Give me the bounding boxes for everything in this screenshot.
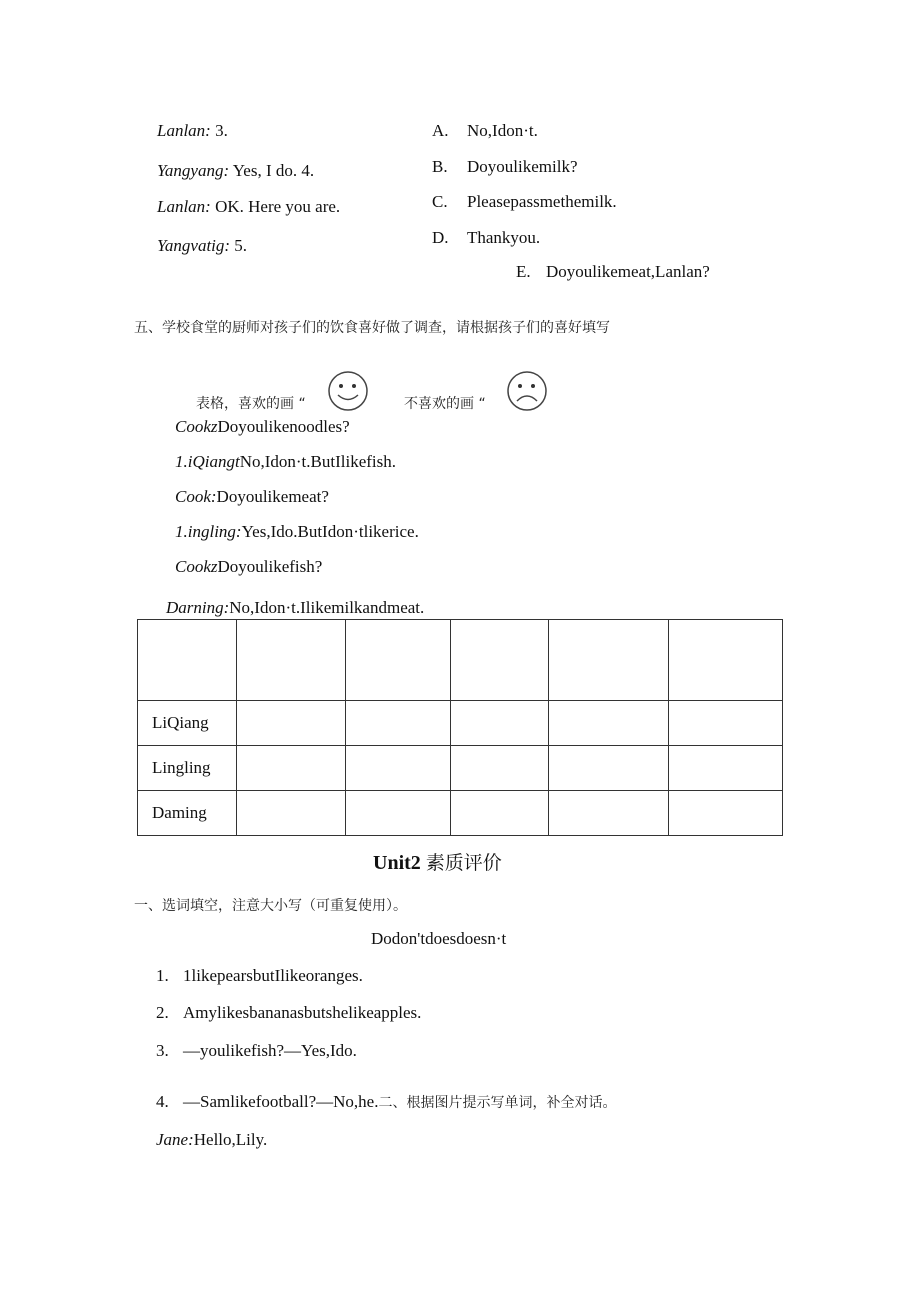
- line-text: Doyoulikemeat?: [216, 487, 329, 506]
- table-cell[interactable]: [669, 701, 783, 746]
- speaker: Yangyang:: [157, 161, 230, 180]
- table-cell[interactable]: [669, 746, 783, 791]
- sad-face-icon: [505, 369, 549, 413]
- speaker: Yangvatig:: [157, 236, 231, 255]
- option-letter: A.: [432, 121, 449, 140]
- dialogue-line: [157, 197, 340, 217]
- table-row: [138, 791, 783, 836]
- line-text: Yes, I do. 4.: [229, 161, 315, 180]
- line-text: Doyoulikefish?: [217, 557, 323, 576]
- speaker: Lanlan:: [157, 121, 211, 140]
- speaker: 1.iQiangt: [175, 452, 240, 471]
- table-cell[interactable]: [346, 746, 451, 791]
- table-cell[interactable]: [669, 620, 783, 701]
- section2-title: 二、根据图片提示写单词，补全对话。: [378, 1095, 617, 1111]
- line-text: Doyoulikenoodles?: [217, 417, 350, 436]
- exercise-item: [156, 1041, 357, 1061]
- line-text: No,Idon·t.ButIlikefish.: [239, 452, 396, 471]
- table-header-row: [138, 620, 783, 701]
- table-cell[interactable]: [346, 620, 451, 701]
- option-text: Doyoulikemeat,Lanlan?: [546, 262, 710, 281]
- table-cell[interactable]: [549, 701, 669, 746]
- speaker: Cookz: [175, 557, 218, 576]
- table-row: [138, 701, 783, 746]
- option: [516, 262, 710, 282]
- table-cell[interactable]: [237, 701, 346, 746]
- table-cell[interactable]: [451, 620, 549, 701]
- word-bank: Dodon'tdoesdoesn·t: [371, 929, 507, 948]
- table-cell[interactable]: [138, 620, 237, 701]
- preference-table: [137, 619, 783, 836]
- dialogue-line: [157, 161, 314, 181]
- dialogue-line: [175, 452, 396, 472]
- unit-title-en: Unit2: [373, 852, 421, 874]
- option: [432, 192, 617, 212]
- unit-title-cn: 素质评价: [425, 852, 502, 874]
- option-letter: E.: [516, 262, 531, 281]
- table-row: [138, 746, 783, 791]
- line-text: No,Idon·t.Ilikemilkandmeat.: [229, 598, 425, 617]
- dialogue-line: [175, 417, 350, 437]
- exercise-item: [156, 1092, 616, 1112]
- dialogue-line: [157, 236, 247, 256]
- line-text: OK. Here you are.: [210, 197, 341, 216]
- option: [432, 228, 540, 248]
- item-text: —Samlikefootball?—No,he.: [183, 1092, 379, 1111]
- option-letter: D.: [432, 228, 449, 247]
- table-cell[interactable]: [549, 620, 669, 701]
- exercise-item: [156, 1003, 421, 1023]
- option: [432, 121, 538, 141]
- option-letter: C.: [432, 192, 448, 211]
- table-cell[interactable]: [237, 791, 346, 836]
- option-text: Doyoulikemilk?: [467, 157, 578, 176]
- item-text: —youlikefish?—Yes,Ido.: [183, 1041, 357, 1060]
- speaker: Lanlan:: [157, 197, 211, 216]
- row-name: Daming: [138, 791, 237, 836]
- line-text: Hello,Lily.: [193, 1130, 268, 1149]
- section5-title: 五、学校食堂的厨师对孩子们的饮食喜好做了调查，请根据孩子们的喜好填写: [134, 320, 610, 336]
- table-cell[interactable]: [237, 620, 346, 701]
- unit-title: [373, 848, 502, 875]
- option-text: Thankyou.: [467, 228, 541, 247]
- row-name: LiQiang: [138, 701, 237, 746]
- dialogue-line: [175, 487, 329, 507]
- item-number: 4.: [156, 1092, 169, 1111]
- table-cell[interactable]: [669, 791, 783, 836]
- dislike-label: 不喜欢的画 “: [404, 396, 486, 412]
- speaker: Cook:: [175, 487, 217, 506]
- smiley-face-icon: [326, 369, 370, 413]
- like-label: 表格，喜欢的画 “: [196, 396, 306, 412]
- table-cell[interactable]: [237, 746, 346, 791]
- speaker: Cookz: [175, 417, 218, 436]
- exercise-item: [156, 966, 363, 986]
- dialogue-line: [157, 121, 228, 141]
- dialogue-line: [175, 522, 419, 542]
- table-cell[interactable]: [549, 791, 669, 836]
- item-text: 1likepearsbutIlikeoranges.: [183, 966, 363, 985]
- item-number: 3.: [156, 1041, 169, 1060]
- option-text: No,Idon·t.: [467, 121, 538, 140]
- table-cell[interactable]: [451, 746, 549, 791]
- table-cell[interactable]: [346, 701, 451, 746]
- option: [432, 157, 577, 177]
- dialogue-line: [166, 598, 424, 618]
- line-text: 3.: [210, 121, 228, 140]
- dialogue-line: [156, 1130, 267, 1150]
- item-number: 1.: [156, 966, 169, 985]
- item-text: Amylikesbananasbutshelikeapples.: [183, 1003, 422, 1022]
- row-name: Lingling: [138, 746, 237, 791]
- table-cell[interactable]: [549, 746, 669, 791]
- option-letter: B.: [432, 157, 448, 176]
- table-cell[interactable]: [451, 791, 549, 836]
- item-number: 2.: [156, 1003, 169, 1022]
- section1-title: 一、选词填空，注意大小写（可重复使用）。: [134, 898, 407, 914]
- speaker: Darning:: [166, 598, 230, 617]
- line-text: Yes,Ido.ButIdon·tlikerice.: [241, 522, 419, 541]
- table-cell[interactable]: [451, 701, 549, 746]
- option-text: Pleasepassmethemilk.: [467, 192, 617, 211]
- dialogue-line: [175, 557, 322, 577]
- speaker: 1.ingling:: [175, 522, 242, 541]
- speaker: Jane:: [156, 1130, 194, 1149]
- line-text: 5.: [230, 236, 248, 255]
- table-cell[interactable]: [346, 791, 451, 836]
